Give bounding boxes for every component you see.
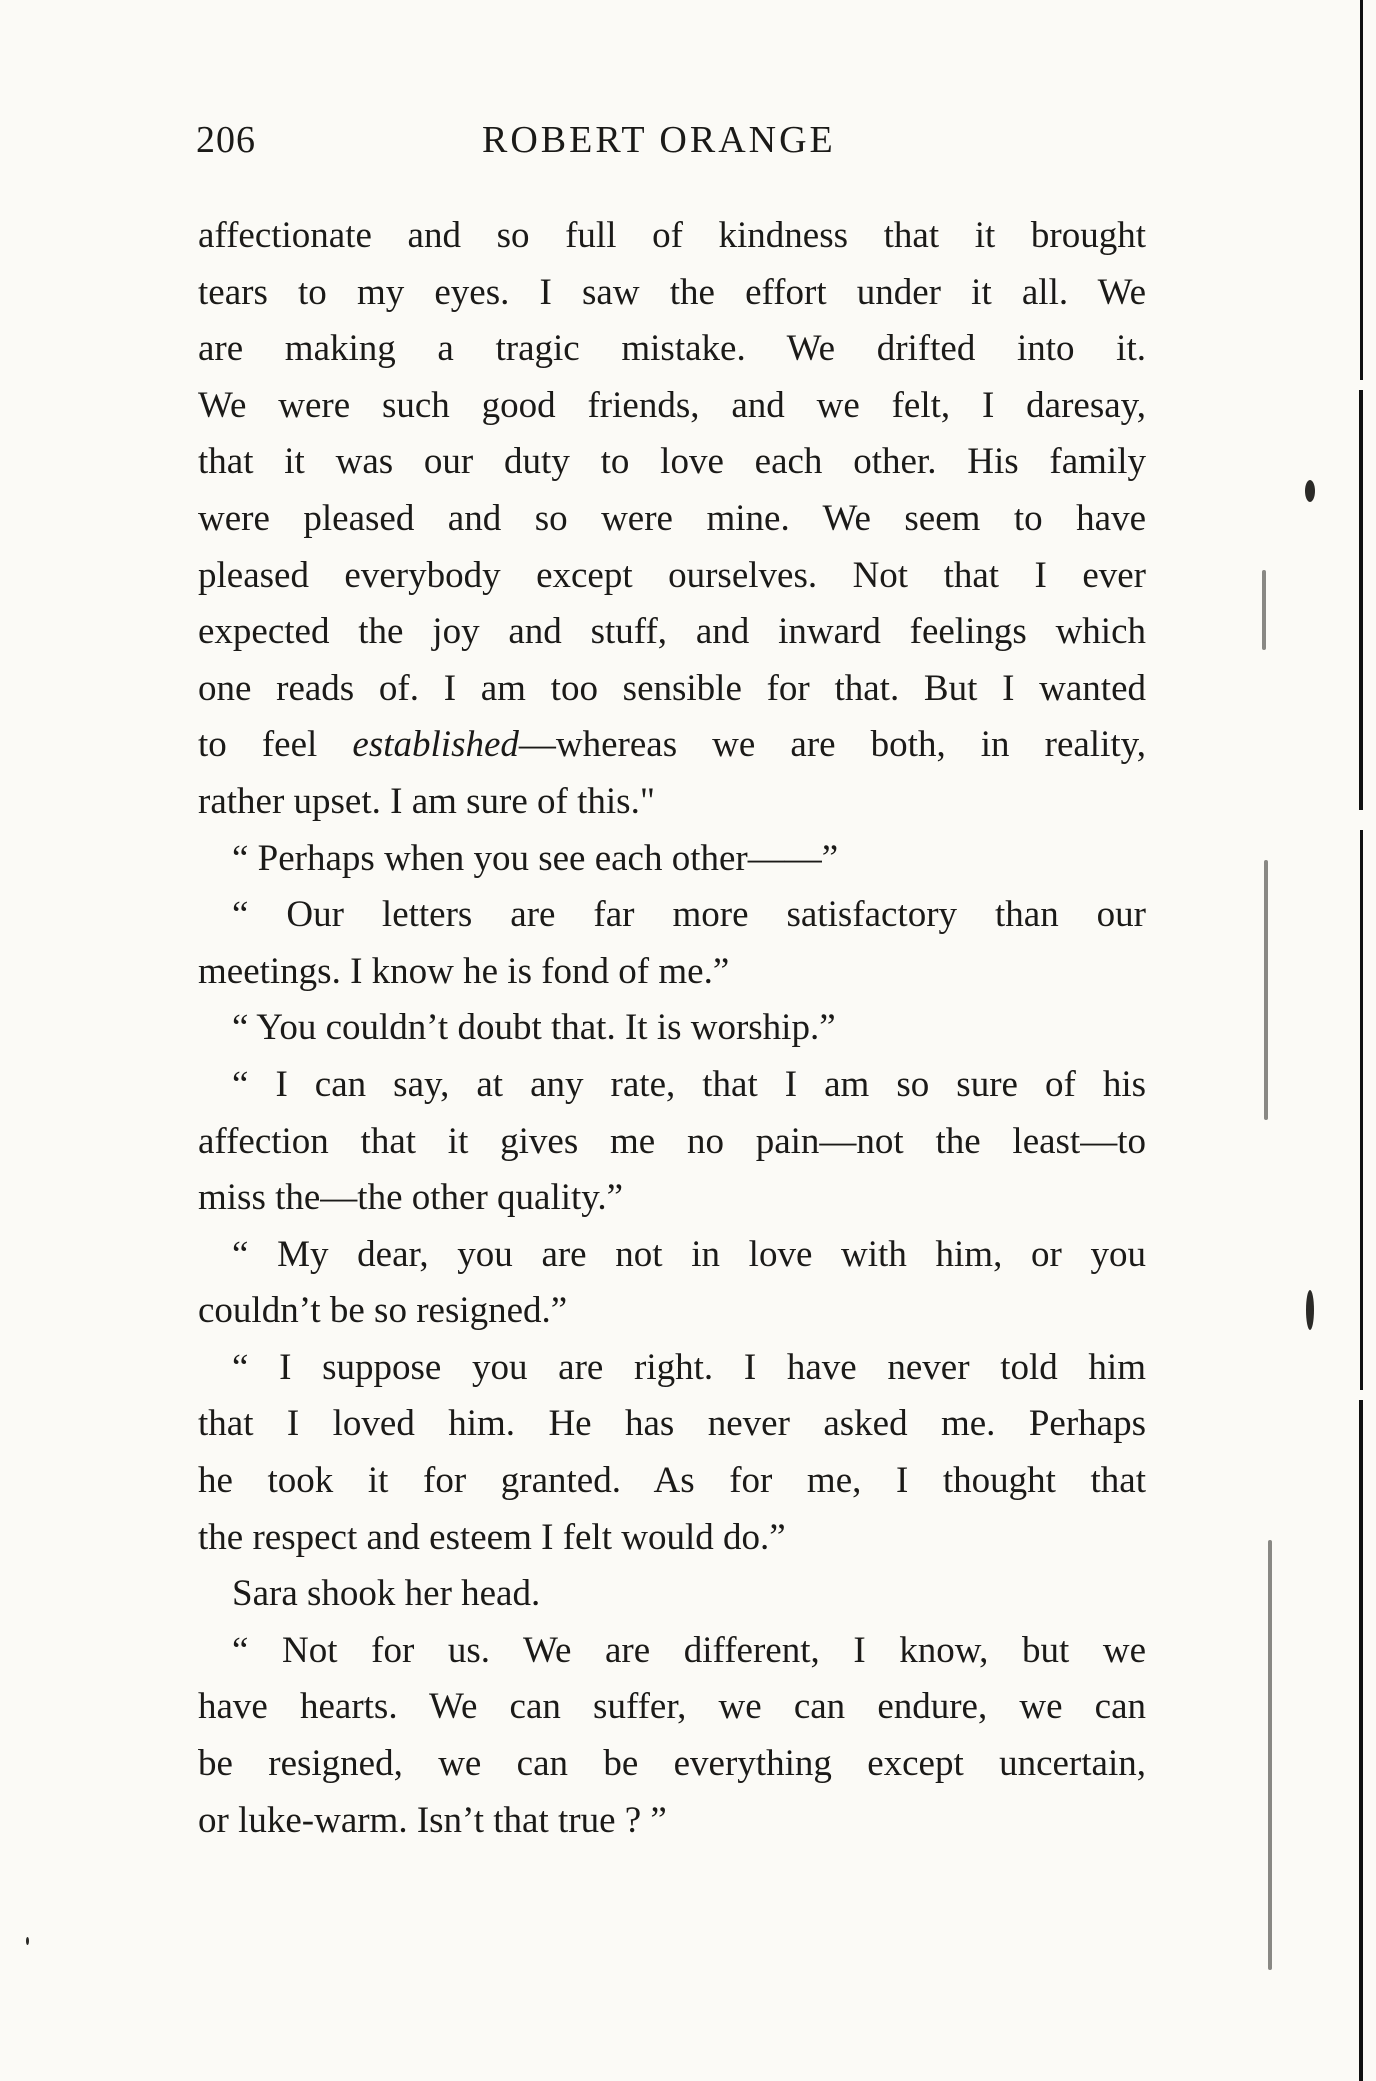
page-header — [196, 118, 1146, 178]
text-line: were pleased and so were mine. We seem to have — [198, 497, 1146, 539]
text-line: affection that it gives me no pain—not the least—to — [198, 1120, 1146, 1162]
text-line: be resigned, we can be everything except uncertain, — [198, 1743, 1146, 1785]
page-number: 206 — [196, 119, 256, 161]
text-line: “ Not for us. We are different, I know, but we — [232, 1629, 1146, 1671]
text-line: have hearts. We can suffer, we can endure, we can — [198, 1686, 1146, 1728]
text-line: We were such good friends, and we felt, I daresay, — [198, 384, 1146, 426]
edge-line — [1360, 830, 1363, 1390]
text-line: rather upset. I am sure of this." — [198, 780, 655, 822]
ink-speck — [1268, 1540, 1272, 1970]
edge-line — [1360, 0, 1363, 380]
ink-speck — [1306, 1290, 1314, 1330]
ink-speck — [26, 1937, 29, 1945]
text-line: one reads of. I am too sensible for that. But I wanted — [198, 667, 1146, 709]
text-line: “ You couldn’t doubt that. It is worship.” — [232, 1007, 836, 1049]
text-line: tears to my eyes. I saw the effort under it all. We — [198, 271, 1146, 313]
text-line: he took it for granted. As for me, I thought that — [198, 1460, 1146, 1502]
text-line: affectionate and so full of kindness that it brought — [198, 215, 1146, 256]
text-line: couldn’t be so resigned.” — [198, 1290, 568, 1332]
edge-line — [1359, 1400, 1363, 2081]
text-line: miss the—the other quality.” — [198, 1177, 624, 1219]
text-line: expected the joy and stuff, and inward feelings which — [198, 611, 1146, 653]
ink-speck — [1305, 480, 1315, 502]
text-line: that it was our duty to love each other. His family — [198, 441, 1146, 483]
edge-line — [1359, 390, 1363, 810]
body-text — [198, 208, 1146, 1849]
text-line: meetings. I know he is fond of me.” — [198, 950, 730, 992]
text-line: or luke-warm. Isn’t that true ? ” — [198, 1799, 667, 1841]
text-line: “ Perhaps when you see each other——” — [232, 837, 839, 879]
ink-speck — [1262, 570, 1266, 650]
binding-shadow — [1316, 0, 1376, 2081]
text-line: the respect and esteem I felt would do.” — [198, 1516, 786, 1558]
text-segment: to feel — [198, 724, 353, 766]
text-line: Sara shook her head. — [232, 1573, 541, 1615]
text-line: “ I suppose you are right. I have never told him — [232, 1346, 1146, 1388]
text-line: “ Our letters are far more satisfactory than our — [232, 894, 1146, 936]
italic-word: established — [352, 724, 519, 766]
text-line: that I loved him. He has never asked me. Perhaps — [198, 1403, 1146, 1445]
ink-speck — [1264, 860, 1268, 1120]
text-line: are making a tragic mistake. We drifted into it. — [198, 328, 1146, 370]
running-title: ROBERT ORANGE — [482, 119, 836, 161]
text-line — [198, 717, 1146, 774]
text-line: “ I can say, at any rate, that I am so sure of his — [232, 1063, 1146, 1105]
text-line: pleased everybody except ourselves. Not that I ever — [198, 554, 1146, 596]
text-line: “ My dear, you are not in love with him, or you — [232, 1233, 1146, 1275]
text-segment: —whereas we are both, in reality, — [518, 724, 1146, 766]
